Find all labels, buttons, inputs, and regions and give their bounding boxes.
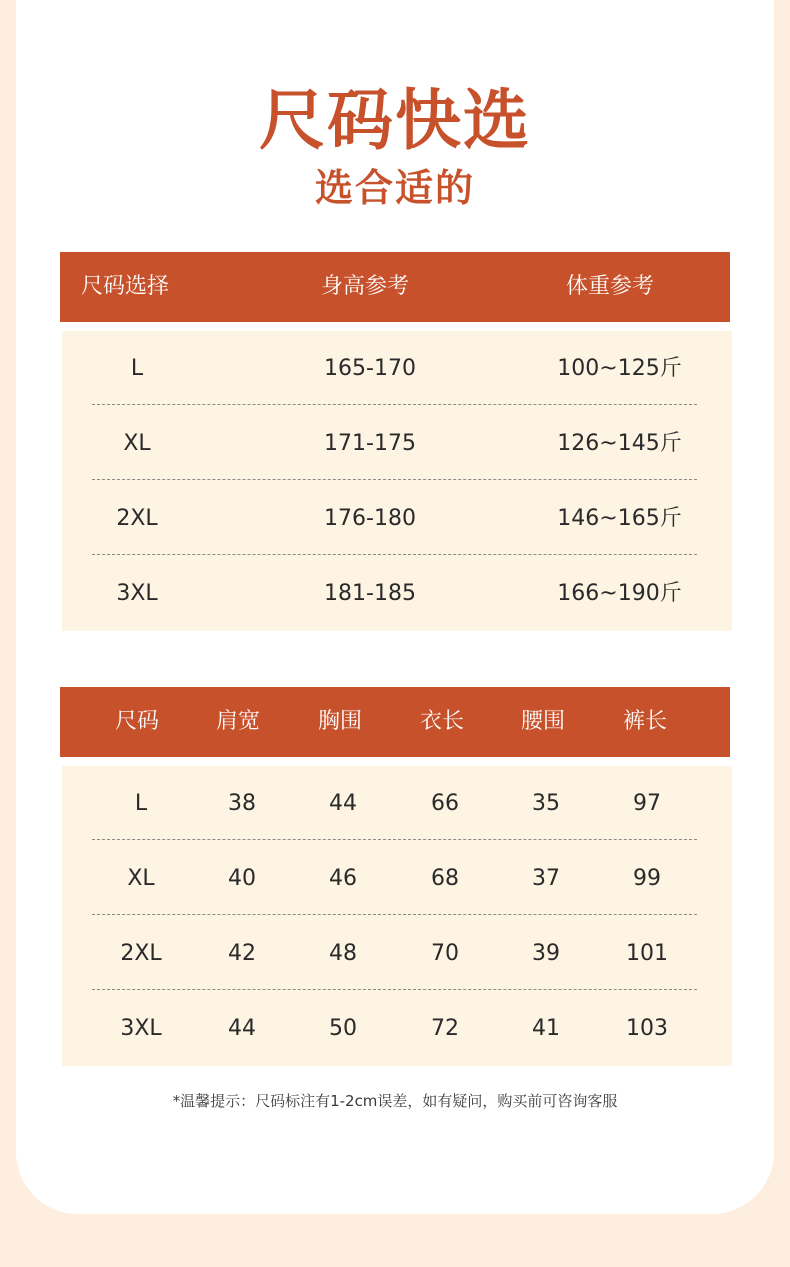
table-cell: 39 (532, 941, 560, 966)
table-cell: 44 (228, 1016, 256, 1041)
table-row (62, 766, 732, 841)
size-reference-table-body (62, 331, 732, 631)
header-cell: 尺码 (114, 709, 159, 734)
table-cell: 72 (431, 1016, 459, 1041)
weight-cell: 166~190斤 (557, 581, 682, 606)
row-divider (92, 914, 697, 915)
table-cell: 38 (228, 791, 256, 816)
table-cell: 68 (431, 866, 459, 891)
table-cell: 44 (329, 791, 357, 816)
table-row (62, 841, 732, 916)
weight-cell: 100~125斤 (557, 356, 682, 381)
table-cell: 42 (228, 941, 256, 966)
row-divider (92, 554, 697, 555)
table-cell: 41 (532, 1016, 560, 1041)
header-cell: 肩宽 (215, 709, 260, 734)
table-row (62, 331, 732, 406)
table-row (62, 916, 732, 991)
header-cell: 腰围 (520, 709, 565, 734)
table-cell: 97 (633, 791, 661, 816)
header-cell: 裤长 (622, 709, 667, 734)
table-cell: 70 (431, 941, 459, 966)
table-cell: XL (127, 866, 155, 891)
height-cell: 171-175 (324, 431, 416, 456)
size-cell: L (130, 356, 144, 381)
header-cell: 身高参考 (320, 274, 409, 299)
page-title: 尺码快选 (259, 82, 531, 159)
height-cell: 181-185 (324, 581, 416, 606)
header-cell: 衣长 (419, 709, 464, 734)
height-cell: 165-170 (324, 356, 416, 381)
table-row (62, 406, 732, 481)
measurement-table-body (62, 766, 732, 1066)
table-cell: 37 (532, 866, 560, 891)
header-cell: 胸围 (317, 709, 362, 734)
height-cell: 176-180 (324, 506, 416, 531)
table-cell: 3XL (120, 1016, 162, 1041)
table-cell: 66 (431, 791, 459, 816)
table-row (62, 991, 732, 1066)
table-cell: 99 (633, 866, 661, 891)
table-cell: 50 (329, 1016, 357, 1041)
table-cell: 2XL (120, 941, 162, 966)
header-cell: 体重参考 (565, 274, 654, 299)
size-reference-table-header (60, 252, 730, 322)
table-cell: L (134, 791, 148, 816)
measurement-table-header (60, 687, 730, 757)
row-divider (92, 839, 697, 840)
size-cell: 3XL (116, 581, 158, 606)
table-cell: 40 (228, 866, 256, 891)
page-subtitle: 选合适的 (314, 166, 475, 210)
table-row (62, 481, 732, 556)
row-divider (92, 479, 697, 480)
tip-note: *温馨提示：尺码标注有1-2cm误差，如有疑问，购买前可咨询客服 (172, 1092, 618, 1110)
table-cell: 103 (626, 1016, 668, 1041)
row-divider (92, 989, 697, 990)
table-cell: 46 (329, 866, 357, 891)
weight-cell: 126~145斤 (557, 431, 682, 456)
table-cell: 48 (329, 941, 357, 966)
size-cell: XL (123, 431, 151, 456)
size-cell: 2XL (116, 506, 158, 531)
table-row (62, 556, 732, 631)
table-cell: 35 (532, 791, 560, 816)
weight-cell: 146~165斤 (557, 506, 682, 531)
table-cell: 101 (626, 941, 668, 966)
header-cell: 尺码选择 (80, 274, 169, 299)
row-divider (92, 404, 697, 405)
